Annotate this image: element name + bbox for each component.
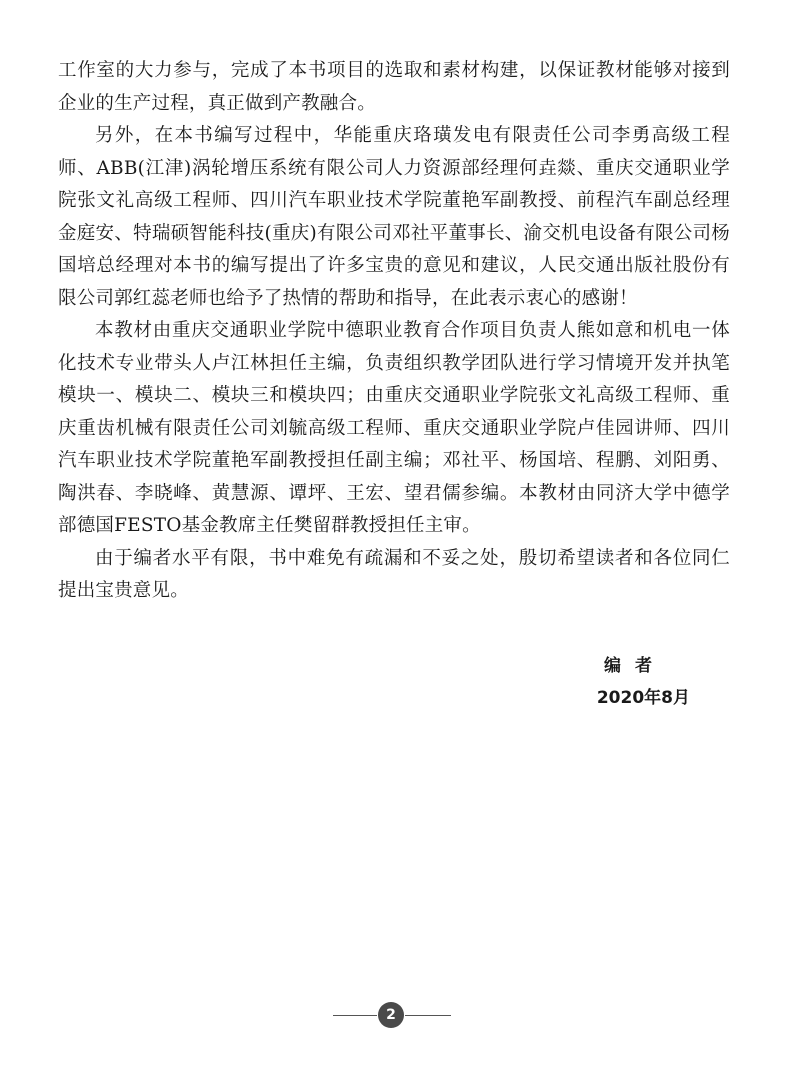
paragraph-continuation: 工作室的大力参与，完成了本书项目的选取和素材构建，以保证教材能够对接到企业的生产过程，真正做到产教融合。 [58, 60, 730, 114]
body-text [58, 55, 730, 608]
signature-author: 编者 [604, 656, 666, 676]
paragraph-closing: 由于编者水平有限，书中难免有疏漏和不妥之处，殷切希望读者和各位同仁提出宝贵意见。 [58, 547, 730, 601]
signature-block [597, 650, 690, 714]
footer-rule-left [333, 1015, 377, 1016]
paragraph-editors: 本教材由重庆交通职业学院中德职业教育合作项目负责人熊如意和机电一体化技术专业带头人卢江林担任主编，负责组织教学团队进行学习情境开发并执笔模块一、模块二、模块三和模块四；由重庆交通职业学院张文礼高级工程师、重庆重齿机械有限责任公司刘毓高级工程师、重庆交通职业学院卢佳园讲师、四川汽车职业技术学院董艳军副教授担任副主编；邓社平、杨国培、程鹏、刘阳勇、陶洪春、李晓峰、黄慧源、谭坪、王宏、望君儒参编。本教材由同济大学中德学部德国FESTO基金教席主任樊留群教授担任主审。 [58, 320, 730, 536]
page-footer [0, 1000, 790, 1030]
signature-date: 2020年8月 [596, 688, 690, 708]
page-number-badge: 2 [378, 1002, 404, 1028]
footer-rule-right [405, 1015, 451, 1016]
paragraph-acknowledgements: 另外，在本书编写过程中，华能重庆珞璜发电有限责任公司李勇高级工程师、ABB(江津)涡轮增压系统有限公司人力资源部经理何垚燚、重庆交通职业学院张文礼高级工程师、四川汽车职业技术学院董艳军副教授、前程汽车副总经理金庭安、特瑞硕智能科技(重庆)有限公司邓社平董事长、渝交机电设备有限公司杨国培总经理对本书的编写提出了许多宝贵的意见和建议，人民交通出版社股份有限公司郭红蕊老师也给予了热情的帮助和指导，在此表示衷心的感谢！ [58, 125, 730, 309]
